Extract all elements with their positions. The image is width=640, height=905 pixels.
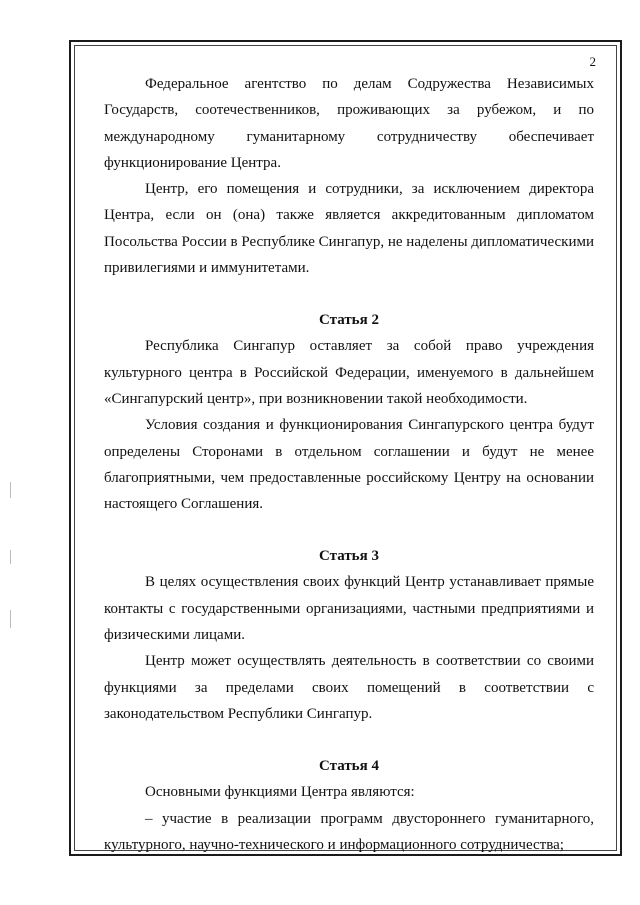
paragraph: Условия создания и функционирования Сингапурского центра будут определены Сторонами в отдельном соглашении и будут не менее благоприятными, чем предоставленные российскому Центру на основании настоящего Соглашения. xyxy=(104,417,594,513)
paragraph: Центр может осуществлять деятельность в соответствии со своими функциями за пределами своих помещений в соответствии с законодательством Республики Сингапур. xyxy=(104,653,594,722)
article-heading: Статья 3 xyxy=(319,548,379,565)
scan-margin-mark xyxy=(10,610,14,628)
scan-margin-mark xyxy=(10,550,14,564)
paragraph: Федеральное агентство по делам Содружества Независимых Государств, соотечественников, проживающих за рубежом, и по международному гуманитарному сотрудничеству обеспечивает функционирование Центра. xyxy=(104,76,594,171)
paragraph: В целях осуществления своих функций Центр устанавливает прямые контакты с государственными организациями, частными предприятиями и физическими лицами. xyxy=(104,574,594,644)
spacer xyxy=(104,727,594,753)
spacer xyxy=(104,281,594,307)
article-heading: Статья 4 xyxy=(319,758,379,775)
paragraph: Центр, его помещения и сотрудники, за исключением директора Центра, если он (она) также является аккредитованным дипломатом Посольства России в Республике Сингапур, не наделены дипломатическими привилегиями и иммунитетами. xyxy=(104,181,594,277)
spacer xyxy=(104,517,594,543)
paragraph: Республика Сингапур оставляет за собой право учреждения культурного центра в Российской Федерации, именуемого в дальнейшем «Сингапурский центр», при возникновении такой необходимости. xyxy=(104,338,594,407)
scan-margin-mark xyxy=(10,482,14,498)
page-number: 2 xyxy=(589,54,596,69)
article-heading: Статья 2 xyxy=(319,312,379,329)
document-body xyxy=(104,71,594,858)
paragraph: Основными функциями Центра являются: xyxy=(145,784,415,801)
list-item: – участие в реализации программ двустороннего гуманитарного, культурного, научно-технического и информационного сотрудничества; xyxy=(104,810,594,853)
